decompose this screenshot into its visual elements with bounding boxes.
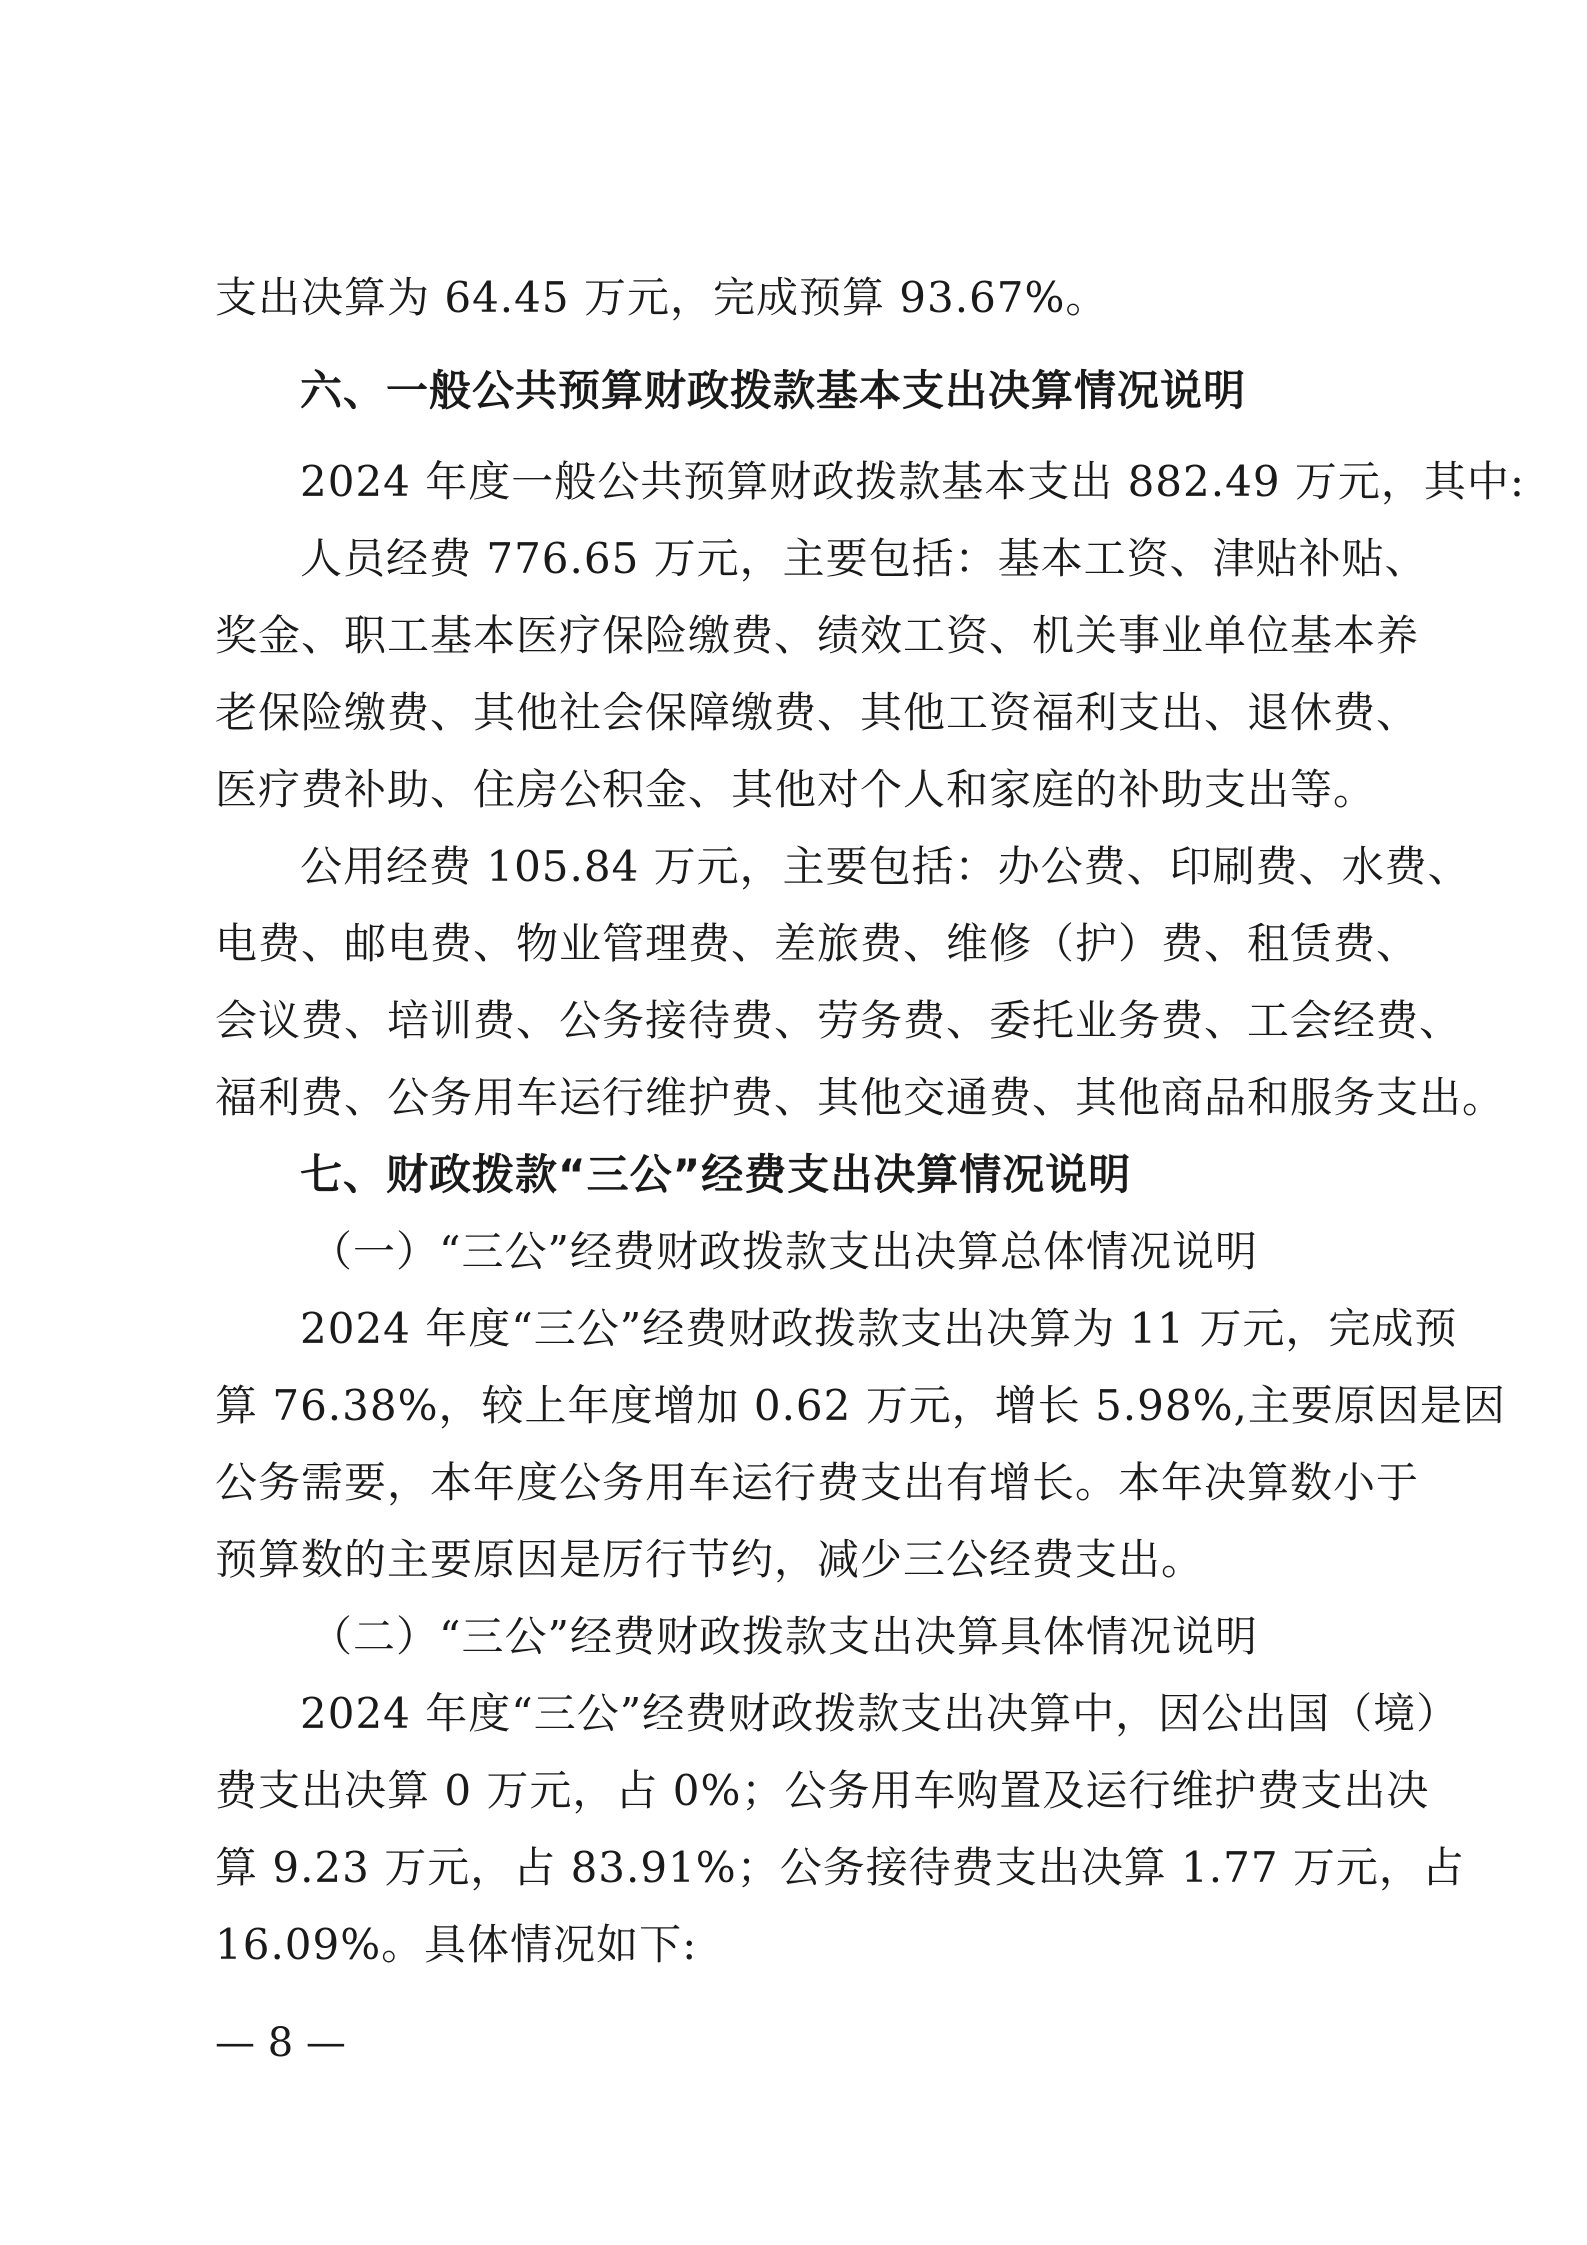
paragraph-line: 奖金、职工基本医疗保险缴费、绩效工资、机关事业单位基本养 bbox=[215, 611, 1420, 660]
paragraph-line: 公务需要，本年度公务用车运行费支出有增长。本年决算数小于 bbox=[215, 1458, 1420, 1507]
paragraph-line: 2024 年度一般公共预算财政拨款基本支出 882.49 万元，其中: bbox=[300, 457, 1526, 506]
paragraph-line: 支出决算为 64.45 万元，完成预算 93.67%。 bbox=[215, 273, 1109, 322]
paragraph-line: 算 76.38%，较上年度增加 0.62 万元，增长 5.98%,主要原因是因 bbox=[215, 1381, 1506, 1430]
paragraph-line: 预算数的主要原因是厉行节约，减少三公经费支出。 bbox=[215, 1535, 1205, 1584]
paragraph-line: 电费、邮电费、物业管理费、差旅费、维修（护）费、租赁费、 bbox=[215, 919, 1420, 968]
section-heading-6: 六、一般公共预算财政拨款基本支出决算情况说明 bbox=[300, 366, 1247, 415]
paragraph-line: 福利费、公务用车运行维护费、其他交通费、其他商品和服务支出。 bbox=[215, 1073, 1506, 1122]
paragraph-line: 费支出决算 0 万元，占 0%；公务用车购置及运行维护费支出决 bbox=[215, 1766, 1430, 1815]
section-heading-7: 七、财政拨款“三公”经费支出决算情况说明 bbox=[300, 1150, 1132, 1199]
paragraph-line: 2024 年度“三公”经费财政拨款支出决算中，因公出国（境） bbox=[300, 1689, 1460, 1738]
page-number: — 8 — bbox=[215, 2020, 346, 2066]
paragraph-line: 医疗费补助、住房公积金、其他对个人和家庭的补助支出等。 bbox=[215, 765, 1377, 814]
paragraph-line: 会议费、培训费、公务接待费、劳务费、委托业务费、工会经费、 bbox=[215, 996, 1463, 1045]
paragraph-line: 算 9.23 万元，占 83.91%；公务接待费支出决算 1.77 万元，占 bbox=[215, 1843, 1465, 1892]
subsection-heading-1: （一）“三公”经费财政拨款支出决算总体情况说明 bbox=[310, 1227, 1258, 1276]
paragraph-line: 老保险缴费、其他社会保障缴费、其他工资福利支出、退休费、 bbox=[215, 688, 1420, 737]
paragraph-line: 16.09%。具体情况如下: bbox=[215, 1920, 698, 1969]
paragraph-line: 公用经费 105.84 万元，主要包括：办公费、印刷费、水费、 bbox=[300, 842, 1471, 891]
paragraph-line: 人员经费 776.65 万元，主要包括：基本工资、津贴补贴、 bbox=[300, 534, 1428, 583]
paragraph-line: 2024 年度“三公”经费财政拨款支出决算为 11 万元，完成预 bbox=[300, 1304, 1458, 1353]
subsection-heading-2: （二）“三公”经费财政拨款支出决算具体情况说明 bbox=[310, 1612, 1258, 1661]
